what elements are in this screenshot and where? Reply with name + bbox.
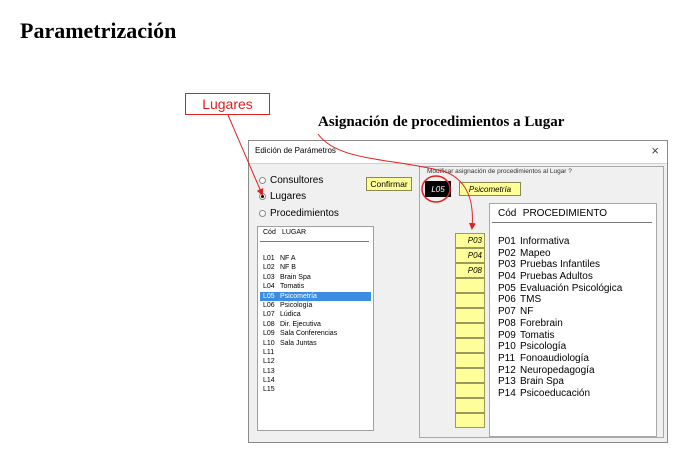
assigned-procedure-cell[interactable]: P04	[455, 248, 485, 263]
lugar-row[interactable]	[260, 301, 371, 310]
procedimiento-row[interactable]	[492, 236, 652, 248]
radio-indicator	[259, 193, 266, 200]
procedimiento-code: P07	[498, 306, 516, 318]
assigned-procedure-cell[interactable]: P08	[455, 263, 485, 278]
procedimiento-name: NF	[520, 306, 534, 318]
procedimiento-code: P13	[498, 376, 516, 388]
lugar-row[interactable]	[260, 282, 371, 291]
procedimiento-name: Neuropedagogía	[520, 364, 595, 376]
lugar-row[interactable]	[260, 385, 371, 394]
lugar-row[interactable]	[260, 339, 371, 348]
assigned-procedure-cell[interactable]	[455, 383, 485, 398]
procedimiento-name: Fonoaudiología	[520, 352, 589, 364]
assigned-procedure-cell[interactable]	[455, 398, 485, 413]
lugar-row[interactable]	[260, 348, 371, 357]
lugar-row[interactable]	[260, 292, 371, 301]
lugar-code: L07	[263, 311, 275, 319]
lugar-list-header	[260, 229, 369, 242]
lugar-code: L09	[263, 330, 275, 338]
procedimiento-row[interactable]	[492, 388, 652, 400]
lugar-name: Sala Juntas	[280, 339, 317, 347]
procedimiento-list-header	[492, 208, 652, 223]
lugar-name: Sala Conferencias	[280, 330, 338, 338]
lugar-code: L02	[263, 264, 275, 272]
assigned-procedure-cell[interactable]	[455, 293, 485, 308]
assigned-procedure-cell[interactable]	[455, 323, 485, 338]
procedimiento-name: Psicoeducación	[520, 387, 591, 399]
procedimiento-name: Mapeo	[520, 247, 551, 259]
lugar-code: L06	[263, 301, 275, 309]
radio-label: Lugares	[270, 191, 307, 202]
lugar-row[interactable]	[260, 367, 371, 376]
procedimiento-row[interactable]	[492, 259, 652, 271]
radio-consultores[interactable]	[259, 175, 323, 186]
proc-name-header: PROCEDIMIENTO	[522, 208, 608, 219]
procedimiento-code: P05	[498, 282, 516, 294]
lugar-code: L15	[263, 386, 275, 394]
procedimiento-code: P01	[498, 236, 516, 247]
procedimiento-rows	[492, 236, 652, 400]
lugar-name: Brain Spa	[280, 273, 311, 281]
lugar-row[interactable]	[260, 254, 371, 263]
radio-label: Consultores	[270, 175, 324, 186]
lugar-code: L08	[263, 320, 275, 328]
dialog-titlebar	[249, 141, 667, 164]
procedimiento-code: P02	[498, 247, 516, 259]
lugar-name: Tomatis	[280, 283, 305, 291]
lugar-rows	[260, 254, 371, 395]
confirm-button[interactable]: Confirmar	[366, 177, 412, 191]
radio-indicator	[259, 177, 266, 184]
procedimiento-list[interactable]	[489, 203, 657, 437]
lugar-code: L14	[263, 377, 275, 385]
lugar-row[interactable]	[260, 376, 371, 385]
procedimiento-code: P08	[498, 317, 516, 329]
lugar-name: Psicología	[280, 301, 313, 309]
lugar-row[interactable]	[260, 357, 371, 366]
lugar-row[interactable]	[260, 329, 371, 338]
radio-indicator	[259, 210, 266, 217]
radio-lugares[interactable]	[259, 191, 306, 202]
procedimiento-row[interactable]	[492, 341, 652, 353]
dialog-title: Edición de Parámetros	[255, 146, 336, 155]
lugar-name: Dir. Ejecutiva	[280, 320, 321, 328]
page-heading: Parametrización	[20, 18, 177, 43]
lugar-code: L04	[263, 283, 275, 291]
assigned-procedure-cell[interactable]	[455, 353, 485, 368]
radio-label: Procedimientos	[270, 208, 339, 219]
procedimiento-name: Forebrain	[520, 317, 563, 329]
assignment-callout-title: Asignación de procedimientos a Lugar	[318, 114, 565, 130]
procedimiento-code: P11	[498, 352, 516, 364]
procedimiento-row[interactable]	[492, 376, 652, 388]
procedimiento-row[interactable]	[492, 318, 652, 330]
assigned-procedure-cell[interactable]	[455, 413, 485, 428]
procedimiento-row[interactable]	[492, 294, 652, 306]
lugar-row[interactable]	[260, 263, 371, 272]
proc-code-header: Cód	[498, 208, 517, 219]
procedimiento-code: P14	[498, 387, 516, 399]
assigned-procedure-cell[interactable]: P03	[455, 233, 485, 248]
procedimiento-row[interactable]	[492, 365, 652, 377]
procedimiento-code: P10	[498, 341, 516, 353]
procedimiento-name: Pruebas Infantiles	[520, 259, 601, 271]
lugar-row[interactable]	[260, 320, 371, 329]
procedimiento-code: P04	[498, 271, 516, 283]
assigned-procedure-cell[interactable]	[455, 308, 485, 323]
procedimiento-name: Pruebas Adultos	[520, 271, 593, 283]
procedimiento-row[interactable]	[492, 330, 652, 342]
lugar-code: L12	[263, 358, 275, 366]
close-icon[interactable]: ×	[651, 143, 659, 158]
lugar-code: L01	[263, 255, 275, 262]
lugar-name: Psicometría	[280, 292, 317, 300]
lugar-row[interactable]	[260, 310, 371, 319]
lugar-code: L10	[263, 339, 275, 347]
procedimiento-name: Informativa	[520, 236, 570, 247]
lugar-code: L03	[263, 273, 275, 281]
lugar-code: L05	[263, 292, 275, 300]
procedimiento-row[interactable]	[492, 248, 652, 260]
lugar-name: NF A	[280, 255, 296, 262]
lugares-callout: Lugares	[185, 93, 270, 115]
procedimiento-name: Brain Spa	[520, 376, 564, 388]
lugar-name: NF B	[280, 264, 296, 272]
procedimiento-code: P03	[498, 259, 516, 271]
procedimiento-row[interactable]	[492, 271, 652, 283]
lugar-code-header: Cód	[263, 229, 276, 236]
procedimiento-row[interactable]	[492, 283, 652, 295]
procedimiento-code: P06	[498, 294, 516, 306]
procedimiento-code: P12	[498, 364, 516, 376]
selected-lugar-code: L05	[425, 181, 451, 197]
assigned-procedure-cell[interactable]	[455, 278, 485, 293]
assigned-procedure-cell[interactable]	[455, 338, 485, 353]
lugar-row[interactable]	[260, 273, 371, 282]
procedimiento-name: Psicología	[520, 341, 567, 353]
procedimiento-name: TMS	[520, 294, 542, 306]
assigned-procedures-column	[455, 233, 485, 428]
procedimiento-row[interactable]	[492, 306, 652, 318]
procedimiento-name: Tomatis	[520, 329, 555, 341]
lugar-code: L11	[263, 348, 275, 356]
procedimiento-row[interactable]	[492, 353, 652, 365]
procedimiento-code: P09	[498, 329, 516, 341]
parameters-dialog	[248, 140, 668, 443]
lugar-code: L13	[263, 367, 275, 375]
lugar-name: Lúdica	[280, 311, 301, 319]
assigned-procedure-cell[interactable]	[455, 368, 485, 383]
procedimiento-name: Evaluación Psicológica	[520, 282, 623, 294]
selected-lugar-name: Psicometría	[459, 182, 521, 196]
assignment-question: Modificar asignación de procedimientos al Lugar ?	[427, 168, 572, 175]
lugar-name-header: LUGAR	[281, 229, 307, 236]
lugar-list[interactable]	[257, 226, 374, 431]
radio-procedimientos[interactable]	[259, 208, 339, 219]
